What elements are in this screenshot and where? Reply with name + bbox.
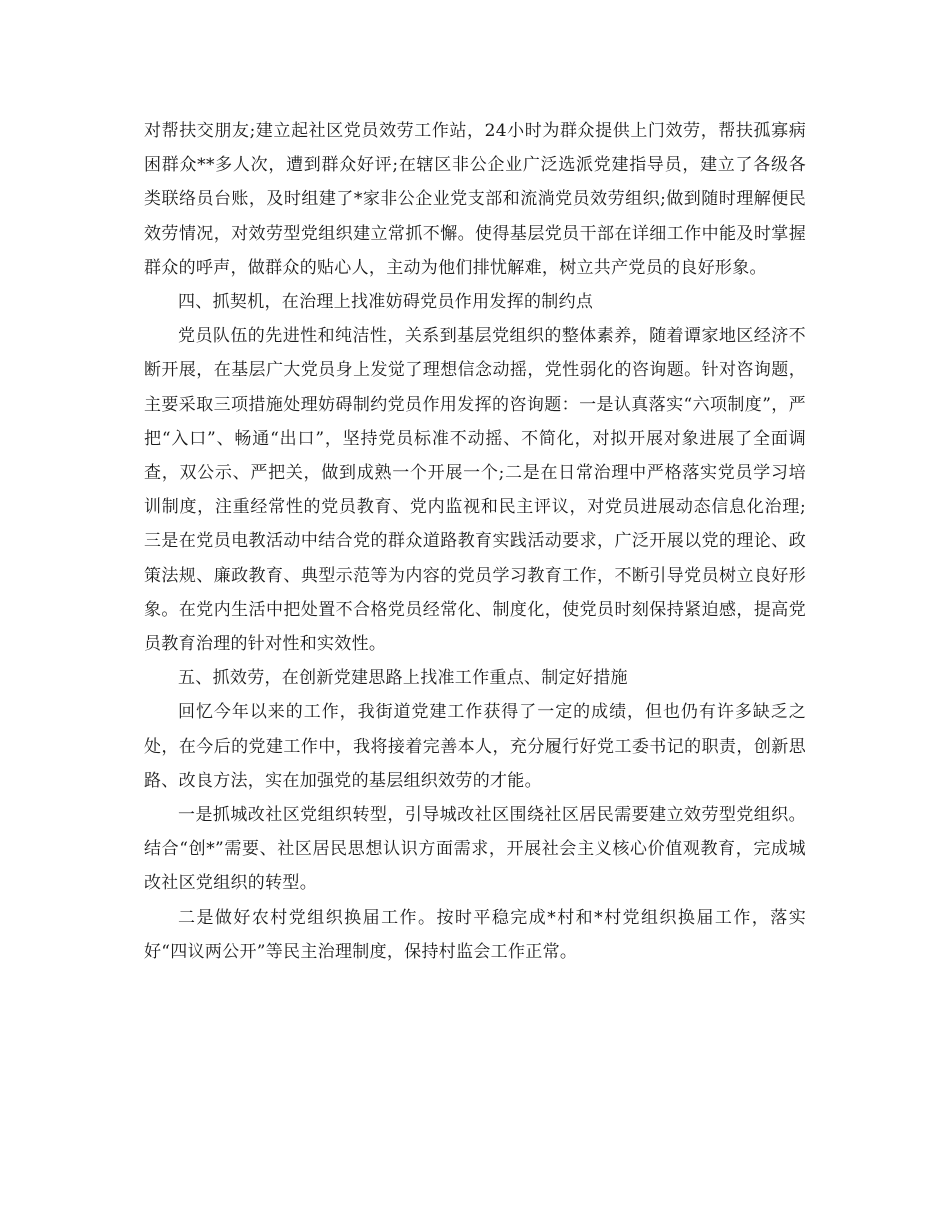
paragraph-item-one: 一是抓城改社区党组织转型，引导城改社区围绕社区居民需要建立效劳型党组织。结合“创*”需要、社区居民思想认识方面需求，开展社会主义核心价值观教育，完成城改社区党组织的转型。: [144, 805, 806, 894]
paragraph-section-four: 党员队伍的先进性和纯洁性，关系到基层党组织的整体素养，随着谭家地区经济不断开展，在基层广大党员身上发觉了理想信念动摇，党性弱化的咨询题。针对咨询题，主要采取三项措施处理妨碍制约党员作用发挥的咨询题：一是认真落实“六项制度”，严把“入口”、畅通“出口”，坚持党员标准不动摇、不简化，对拟开展对象进展了全面调查，双公示、严把关，做到成熟一个开展一个;二是在日常治理中严格落实党员学习培训制度，注重经常性的党员教育、党内监视和民主评议，对党员进展动态信息化治理;三是在党员电教活动中结合党的群众道路教育实践活动要求，广泛开展以党的理论、政策法规、廉政教育、典型示范等为内容的党员学习教育工作，不断引导党员树立良好形象。在党内生活中把处置不合格党员经常化、制度化，使党员时刻保持紧迫感，提高党员教育治理的针对性和实效性。: [144, 326, 806, 655]
section-heading-five: 五、抓效劳，在创新党建思路上找准工作重点、制定好措施: [178, 668, 628, 689]
paragraph-continuation: 对帮扶交朋友;建立起社区党员效劳工作站，24小时为群众提供上门效劳，帮扶孤寡病困群众**多人次，遭到群众好评;在辖区非公企业广泛选派党建指导员，建立了各级各类联络员台账，及时组建了*家非公企业党支部和流淌党员效劳组织;做到随时理解便民效劳情况，对效劳型党组织建立常抓不懈。使得基层党员干部在详细工作中能及时掌握群众的呼声，做群众的贴心人，主动为他们排忧解难，树立共产党员的良好形象。: [144, 121, 806, 278]
paragraph-review: 回忆今年以来的工作，我街道党建工作获得了一定的成绩，但也仍有许多缺乏之处，在今后的党建工作中，我将接着完善本人，充分履行好党工委书记的职责，创新思路、改良方法，实在加强党的基层组织效劳的才能。: [144, 702, 806, 791]
paragraph-item-two: 二是做好农村党组织换届工作。按时平稳完成*村和*村党组织换届工作，落实好“四议两公开”等民主治理制度，保持村监会工作正常。: [144, 907, 806, 962]
section-heading-four: 四、抓契机，在治理上找准妨碍党员作用发挥的制约点: [178, 292, 594, 313]
document-body: [144, 114, 806, 969]
